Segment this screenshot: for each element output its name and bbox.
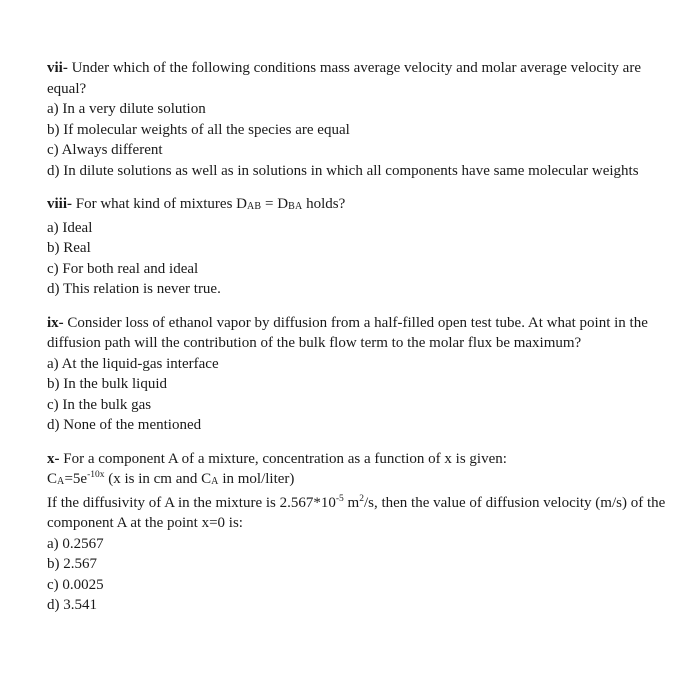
option-c: c) Always different <box>47 142 163 158</box>
option-b: b) In the bulk liquid <box>47 376 167 392</box>
option-a: a) Ideal <box>47 219 93 236</box>
question-ix-text <box>47 313 667 354</box>
question-stem-part: For what kind of mixtures D <box>72 196 247 212</box>
option-d: d) None of the mentioned <box>47 417 202 433</box>
question-number: x- <box>47 450 60 467</box>
eq-part: C <box>47 471 58 487</box>
question-viii <box>47 194 667 300</box>
option-c: c) 0.0025 <box>47 576 104 593</box>
question-stem: For a component A of a mixture, concentration as a function of x is given: <box>59 450 507 467</box>
option-c: c) For both real and ideal <box>47 260 199 277</box>
option-a: a) In a very dilute solution <box>47 101 206 117</box>
stmt-part: m <box>343 494 360 511</box>
concentration-equation <box>47 469 667 493</box>
eq-part: =5e <box>64 471 88 487</box>
option-d: d) This relation is never true. <box>47 281 221 297</box>
question-x-text <box>47 449 667 470</box>
option-a: a) At the liquid-gas interface <box>47 355 219 372</box>
stmt-part: If the diffusivity of A in the mixture is 2.567*10 <box>47 494 336 511</box>
question-vii <box>47 58 667 181</box>
option-c: c) In the bulk gas <box>47 396 152 413</box>
question-number: vii- <box>47 60 68 76</box>
question-viii-text <box>47 194 667 218</box>
question-stem-part: = D <box>261 196 289 212</box>
question-stem-part: holds? <box>302 196 346 212</box>
question-stem: Consider loss of ethanol vapor by diffusion from a half-filled open test tube. At what point in the diffusion path will the contribution of the bulk flow term to the molar flux be maximum? <box>47 314 648 351</box>
option-b: b) 2.567 <box>47 556 97 572</box>
subscript: AB <box>246 201 262 212</box>
question-vii-text <box>47 58 667 99</box>
option-d: d) 3.541 <box>47 597 97 613</box>
subscript: BA <box>288 201 303 212</box>
superscript: -5 <box>335 493 344 504</box>
superscript: -10x <box>87 470 105 480</box>
question-number: ix- <box>47 314 64 331</box>
eq-part: (x is in cm and C <box>104 471 212 487</box>
question-sheet <box>47 58 667 629</box>
diffusivity-statement <box>47 493 667 534</box>
superscript: 2 <box>359 493 364 504</box>
subscript: A <box>57 476 65 487</box>
option-a: a) 0.2567 <box>47 535 104 552</box>
stmt-part: /s, then the value of diffusion velocity (m/s) of the component A at the point x=0 is: <box>47 494 666 531</box>
question-ix <box>47 313 667 436</box>
question-x <box>47 449 667 616</box>
question-number: viii- <box>47 196 72 212</box>
eq-part: in mol/liter) <box>218 471 295 487</box>
subscript: A <box>211 476 219 487</box>
question-stem: Under which of the following conditions mass average velocity and molar average velocity are equal? <box>47 60 641 97</box>
option-d: d) In dilute solutions as well as in solutions in which all components have same molecular weights <box>47 162 639 179</box>
option-b: b) If molecular weights of all the species are equal <box>47 121 350 138</box>
option-b: b) Real <box>47 240 91 256</box>
